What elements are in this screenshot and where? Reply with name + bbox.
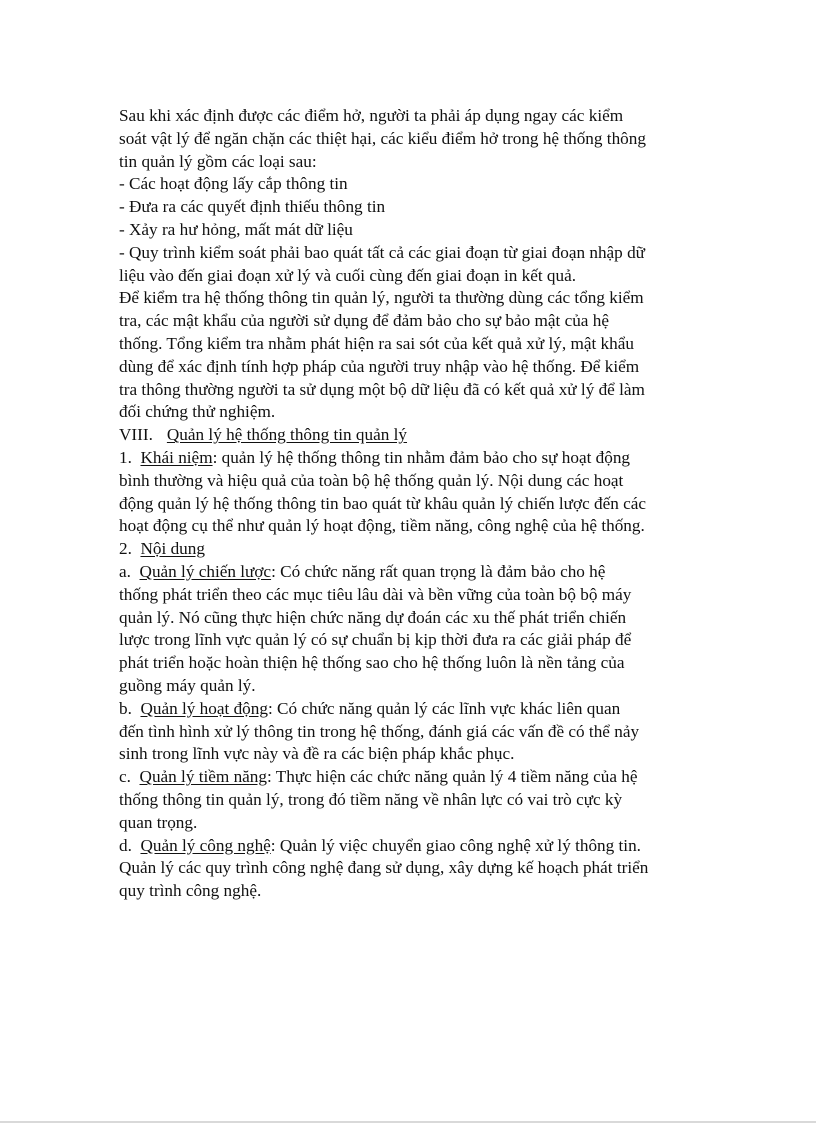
- strategy-line: lược trong lĩnh vực quản lý có sự chuẩn bị kịp thời đưa ra các giải pháp để: [119, 630, 632, 650]
- concept-first-line-text: : quản lý hệ thống thông tin nhằm đảm bảo cho sự hoạt động: [212, 447, 631, 467]
- control-paragraph-line: dùng để xác định tính hợp pháp của người truy nhập vào hệ thống. Để kiểm: [119, 356, 640, 376]
- technology-letter: d.: [119, 835, 132, 855]
- content-heading: [119, 538, 704, 561]
- concept-number: 1.: [119, 447, 132, 467]
- concept-label: Khái niệm: [140, 447, 213, 467]
- control-paragraph-line: tra thông thường người ta sử dụng một bộ dữ liệu đã có kết quả xử lý để làm: [119, 379, 645, 399]
- technology-first-line-text: : Quản lý việc chuyển giao công nghệ xử lý thông tin.: [270, 835, 641, 855]
- strategy-first-line-text: : Có chức năng rất quan trọng là đảm bảo cho hệ: [271, 561, 606, 581]
- document-body: [119, 105, 704, 903]
- technology-label: Quản lý công nghệ: [140, 835, 271, 855]
- strategy-label: Quản lý chiến lược: [139, 561, 272, 581]
- control-paragraph-line: thống. Tổng kiểm tra nhằm phát hiện ra sai sót của kết quả xử lý, mật khẩu: [119, 333, 634, 353]
- intro-line: Sau khi xác định được các điểm hở, người ta phải áp dụng ngay các kiểm: [119, 106, 624, 125]
- operations-line: sinh trong lĩnh vực này và đề ra các biện pháp khắc phục.: [119, 744, 515, 764]
- strategy-first-line: [119, 561, 704, 584]
- bullet-item: - Các hoạt động lấy cắp thông tin: [119, 174, 348, 194]
- potential-first-line: [119, 766, 704, 789]
- bullet-item: - Quy trình kiểm soát phải bao quát tất cả các giai đoạn từ giai đoạn nhập dữ: [119, 242, 645, 262]
- operations-label: Quản lý hoạt động: [140, 698, 268, 718]
- concept-first-line: [119, 447, 704, 470]
- technology-first-line: [119, 835, 704, 858]
- operations-first-line-text: : Có chức năng quản lý các lĩnh vực khác liên quan: [267, 698, 621, 718]
- intro-line: tin quản lý gồm các loại sau:: [119, 151, 317, 171]
- strategy-line: quản lý. Nó cũng thực hiện chức năng dự đoán các xu thế phát triển chiến: [119, 607, 627, 627]
- control-paragraph-line: Để kiểm tra hệ thống thông tin quản lý, người ta thường dùng các tổng kiểm: [119, 288, 644, 308]
- control-paragraph-line: đối chứng thử nghiệm.: [119, 402, 276, 422]
- operations-first-line: [119, 698, 704, 721]
- potential-label: Quản lý tiềm năng: [139, 767, 267, 787]
- content-heading-label: Nội dung: [140, 539, 205, 559]
- operations-letter: b.: [119, 698, 132, 718]
- technology-line: Quản lý các quy trình công nghệ đang sử dụng, xây dựng kế hoạch phát triển: [119, 858, 649, 878]
- bullet-item: - Xảy ra hư hỏng, mất mát dữ liệu: [119, 219, 353, 239]
- potential-letter: c.: [119, 767, 131, 787]
- section-number: VIII.: [119, 425, 153, 445]
- potential-line: thống thông tin quản lý, trong đó tiềm năng về nhân lực có vai trò cực kỳ: [119, 789, 623, 809]
- content-heading-number: 2.: [119, 539, 132, 559]
- strategy-line: thống phát triển theo các mục tiêu lâu dài và bền vững của toàn bộ bộ máy: [119, 584, 632, 604]
- concept-line: hoạt động cụ thể như quản lý hoạt động, tiềm năng, công nghệ của hệ thống.: [119, 516, 645, 536]
- section-title: Quản lý hệ thống thông tin quản lý: [166, 425, 408, 445]
- intro-line: soát vật lý để ngăn chặn các thiệt hại, các kiểu điểm hở trong hệ thống thông: [119, 128, 646, 148]
- technology-line: quy trình công nghệ.: [119, 881, 262, 901]
- strategy-line: phát triển hoặc hoàn thiện hệ thống sao cho hệ thống luôn là nền tảng của: [119, 653, 625, 673]
- potential-first-line-text: : Thực hiện các chức năng quản lý 4 tiềm năng của hệ: [266, 767, 638, 787]
- bullet-item: - Đưa ra các quyết định thiếu thông tin: [119, 197, 386, 217]
- operations-line: đến tình hình xử lý thông tin trong hệ thống, đánh giá các vấn đề có thể nảy: [119, 721, 640, 741]
- potential-line: quan trọng.: [119, 812, 198, 832]
- bullet-item-continuation: liệu vào đến giai đoạn xử lý và cuối cùng đến giai đoạn in kết quả.: [119, 265, 577, 285]
- control-paragraph-line: tra, các mật khẩu của người sử dụng để đảm bảo cho sự bảo mật của hệ: [119, 311, 609, 331]
- section-heading: [119, 424, 704, 447]
- concept-line: động quản lý hệ thống thông tin bao quát từ khâu quản lý chiến lược đến các: [119, 493, 646, 513]
- strategy-line: guồng máy quản lý.: [119, 675, 256, 695]
- concept-line: bình thường và hiệu quả của toàn bộ hệ thống quản lý. Nội dung các hoạt: [119, 470, 624, 490]
- strategy-letter: a.: [119, 561, 131, 581]
